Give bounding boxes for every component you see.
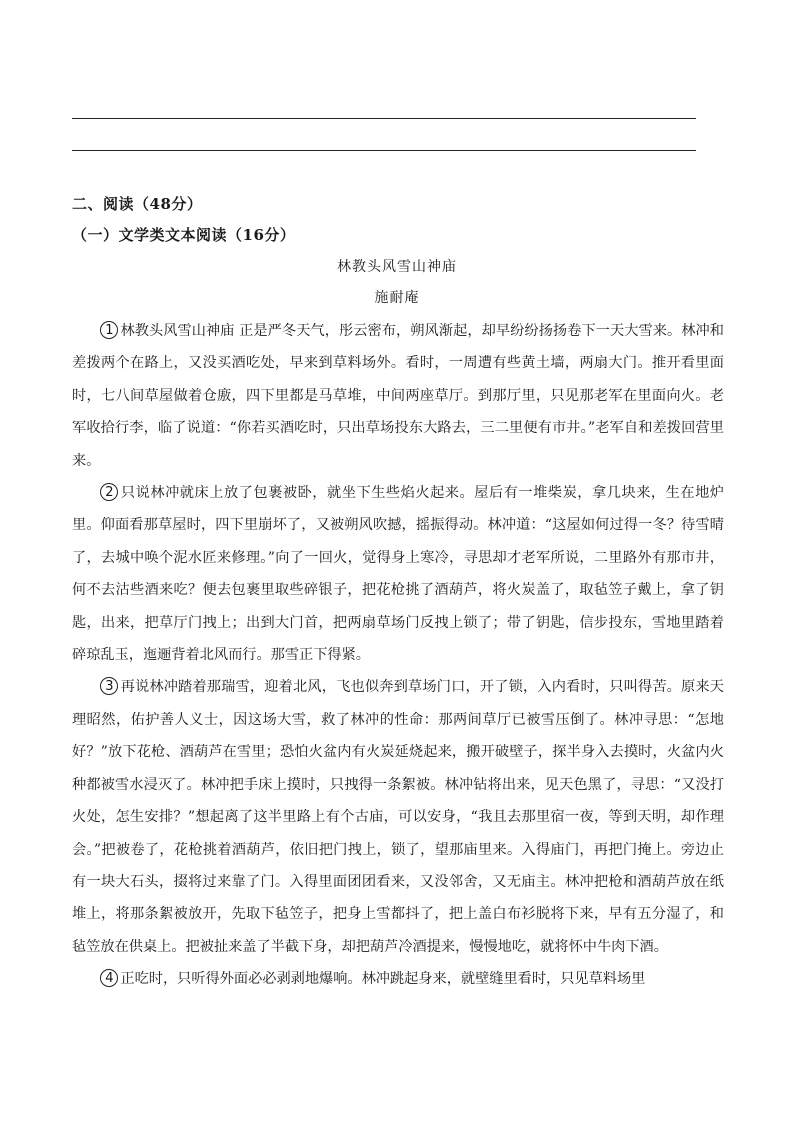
paragraph-text: 林教头风雪山神庙 正是严冬天气，彤云密布，朔风渐起，却早纷纷扬扬卷下一天大雪来。林冲和差拨两个在路上，又没买酒吃处，早来到草料场外。看时，一周遭有些黄土墙，两扇大门。推开看里面时，七八间草屋做着仓廒，四下里都是马草堆，中间两座草厅。到那厅里，只见那老军在里面向火。老军收拾行李，临了说道：“你若买酒吃时，只出草场投东大路去，三二里便有市井。”老军自和差拨回营里来。 <box>72 323 724 469</box>
paragraph-number-badge: 1 <box>100 321 118 339</box>
paragraph-number-badge: 3 <box>100 677 118 695</box>
answer-line <box>72 150 696 151</box>
article-title: 林教头风雪山神庙 <box>337 259 457 275</box>
paragraph-number-badge: 4 <box>100 969 118 987</box>
paragraph-1 <box>72 315 724 477</box>
article-author: 施耐庵 <box>374 290 420 306</box>
paragraph-text: 正吃时，只听得外面必必剥剥地爆响。林冲跳起身来，就壁缝里看时，只见草料场里 <box>120 971 646 988</box>
section-heading: 二、阅读（48分） <box>72 195 203 213</box>
paragraph-4 <box>72 963 724 995</box>
paragraph-2 <box>72 477 724 671</box>
paragraph-number-badge: 2 <box>100 483 118 501</box>
paragraph-3 <box>72 671 724 963</box>
paragraph-text: 只说林冲就床上放了包裹被卧，就坐下生些焰火起来。屋后有一堆柴炭，拿几块来，生在地炉里。仰面看那草屋时，四下里崩坏了，又被朔风吹撼，摇振得动。林冲道：“这屋如何过得一冬？待雪晴了，去城中唤个泥水匠来修理。”向了一回火，觉得身上寒冷，寻思却才老军所说，二里路外有那市井，何不去沽些酒来吃？便去包裹里取些碎银子，把花枪挑了酒葫芦，将火炭盖了，取毡笠子戴上，拿了钥匙，出来，把草厅门拽上；出到大门首，把两扇草场门反拽上锁了；带了钥匙，信步投东，雪地里踏着碎琼乱玉，迤逦背着北风而行。那雪正下得紧。 <box>72 485 724 664</box>
subsection-heading: （一）文学类文本阅读（16分） <box>72 226 296 244</box>
article-body <box>72 315 724 996</box>
answer-line <box>72 118 696 119</box>
paragraph-text: 再说林冲踏着那瑞雪，迎着北风，飞也似奔到草场门口，开了锁，入内看时，只叫得苦。原来天理昭然，佑护善人义士，因这场大雪，救了林冲的性命：那两间草厅已被雪压倒了。林冲寻思：“怎地好？”放下花枪、酒葫芦在雪里；恐怕火盆内有火炭延烧起来，搬开破壁子，探半身入去摸时，火盆内火种都被雪水浸灭了。林冲把手床上摸时，只拽得一条絮被。林冲钻将出来，见天色黑了，寻思：“又没打火处，怎生安排？”想起离了这半里路上有个古庙，可以安身，“我且去那里宿一夜，等到天明，却作理会。”把被卷了，花枪挑着酒葫芦，依旧把门拽上，锁了，望那庙里来。入得庙门，再把门掩上。旁边止有一块大石头，掇将过来靠了门。入得里面团团看来，又没邻舍，又无庙主。林冲把枪和酒葫芦放在纸堆上，将那条絮被放开，先取下毡笠子，把身上雪都抖了，把上盖白布衫脱将下来，早有五分湿了，和毡笠放在供桌上。把被扯来盖了半截下身，却把葫芦冷酒提来，慢慢地吃，就将怀中牛肉下酒。 <box>72 679 724 955</box>
